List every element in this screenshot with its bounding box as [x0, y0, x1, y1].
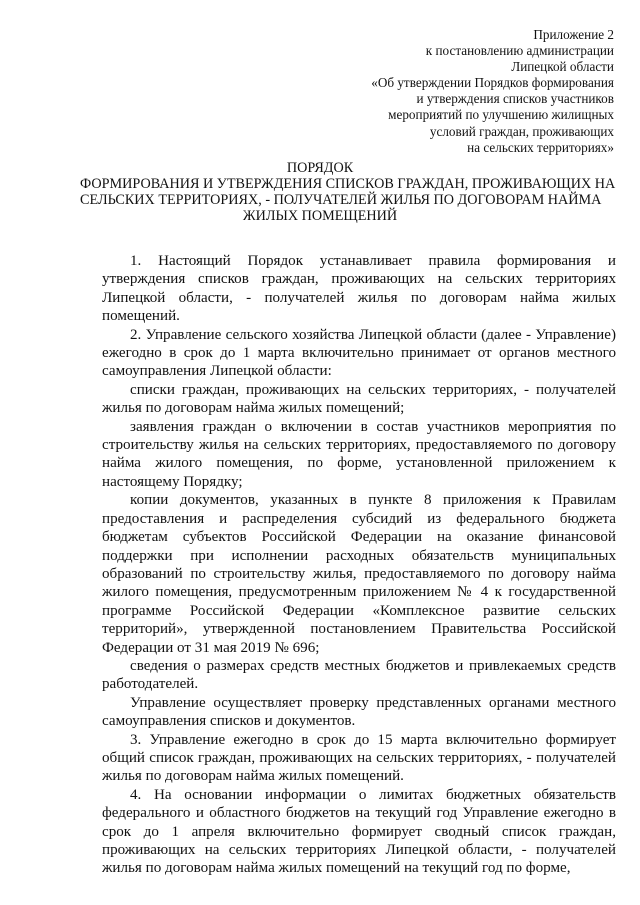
- paragraph: списки граждан, проживающих на сельских территориях, - получателей жилья по договорам найма жилых помещений;: [102, 381, 616, 417]
- heading-line: ФОРМИРОВАНИЯ И УТВЕРЖДЕНИЯ СПИСКОВ ГРАЖДАН, ПРОЖИВАЮЩИХ НА: [80, 176, 616, 192]
- appendix-line: на сельских территориях»: [467, 139, 614, 155]
- paragraph: 3. Управление ежегодно в срок до 15 марта включительно формирует общий список граждан, проживающих на сельских территориях, - получателей жилья по договорам найма жилых помещений.: [102, 731, 616, 785]
- appendix-line: условий граждан, проживающих: [429, 123, 614, 139]
- appendix-line: и утверждения списков участников: [416, 91, 614, 107]
- appendix-line: Приложение 2: [533, 27, 614, 42]
- paragraph: заявления граждан о включении в состав участников мероприятия по строительству жилья на сельских территориях, предоставляемого по договору найма жилого помещения, по форме, установленной приложением к настоящему Порядку;: [102, 418, 616, 490]
- heading-line: СЕЛЬСКИХ ТЕРРИТОРИЯХ, - ПОЛУЧАТЕЛЕЙ ЖИЛЬЯ ПО ДОГОВОРАМ НАЙМА: [80, 192, 602, 208]
- heading-line: ЖИЛЫХ ПОМЕЩЕНИЙ: [242, 208, 398, 224]
- appendix-line: мероприятий по улучшению жилищных: [388, 107, 614, 123]
- paragraph: 4. На основании информации о лимитах бюджетных обязательств федерального и областного бюджетов на текущий год Управление ежегодно в срок до 1 апреля включительно формирует сводный список граждан, проживающих на сельских территориях Липецкой области, - получателей жилья по договорам найма жилых помещений на текущий год по форме,: [102, 786, 616, 877]
- appendix-block: [284, 27, 614, 156]
- appendix-line: Липецкой области: [511, 59, 614, 75]
- appendix-line: к постановлению администрации: [425, 43, 614, 59]
- paragraph: Управление осуществляет проверку представленных органами местного самоуправления списков и документов.: [102, 694, 616, 730]
- document-body: [102, 252, 616, 878]
- document-heading: [80, 160, 616, 224]
- heading-title: ПОРЯДОК: [286, 160, 354, 176]
- paragraph: 2. Управление сельского хозяйства Липецкой области (далее - Управление) ежегодно в срок до 1 марта включительно принимает от органов местного самоуправления Липецкой области:: [102, 326, 616, 380]
- paragraph: 1. Настоящий Порядок устанавливает правила формирования и утверждения списков граждан, проживающих на сельских территориях Липецкой области, - получателей жилья по договорам найма жилых помещений.: [102, 253, 616, 325]
- paragraph: копии документов, указанных в пункте 8 приложения к Правилам предоставления и распределения субсидий из федерального бюджета бюджетам субъектов Российской Федерации на оказание финансовой поддержки при исполнении расходных обязательств муниципальных образований по строительству жилья, предоставляемого по договору найма жилого помещения, предусмотренным приложением № 4 к государственной программе Российской Федерации «Комплексное развитие сельских территорий», утвержденной постановлением Правительства Российской Федерации от 31 мая 2019 № 696;: [102, 492, 616, 656]
- paragraph: сведения о размерах средств местных бюджетов и привлекаемых средств работодателей.: [102, 657, 616, 693]
- appendix-line: «Об утверждении Порядков формирования: [371, 75, 614, 91]
